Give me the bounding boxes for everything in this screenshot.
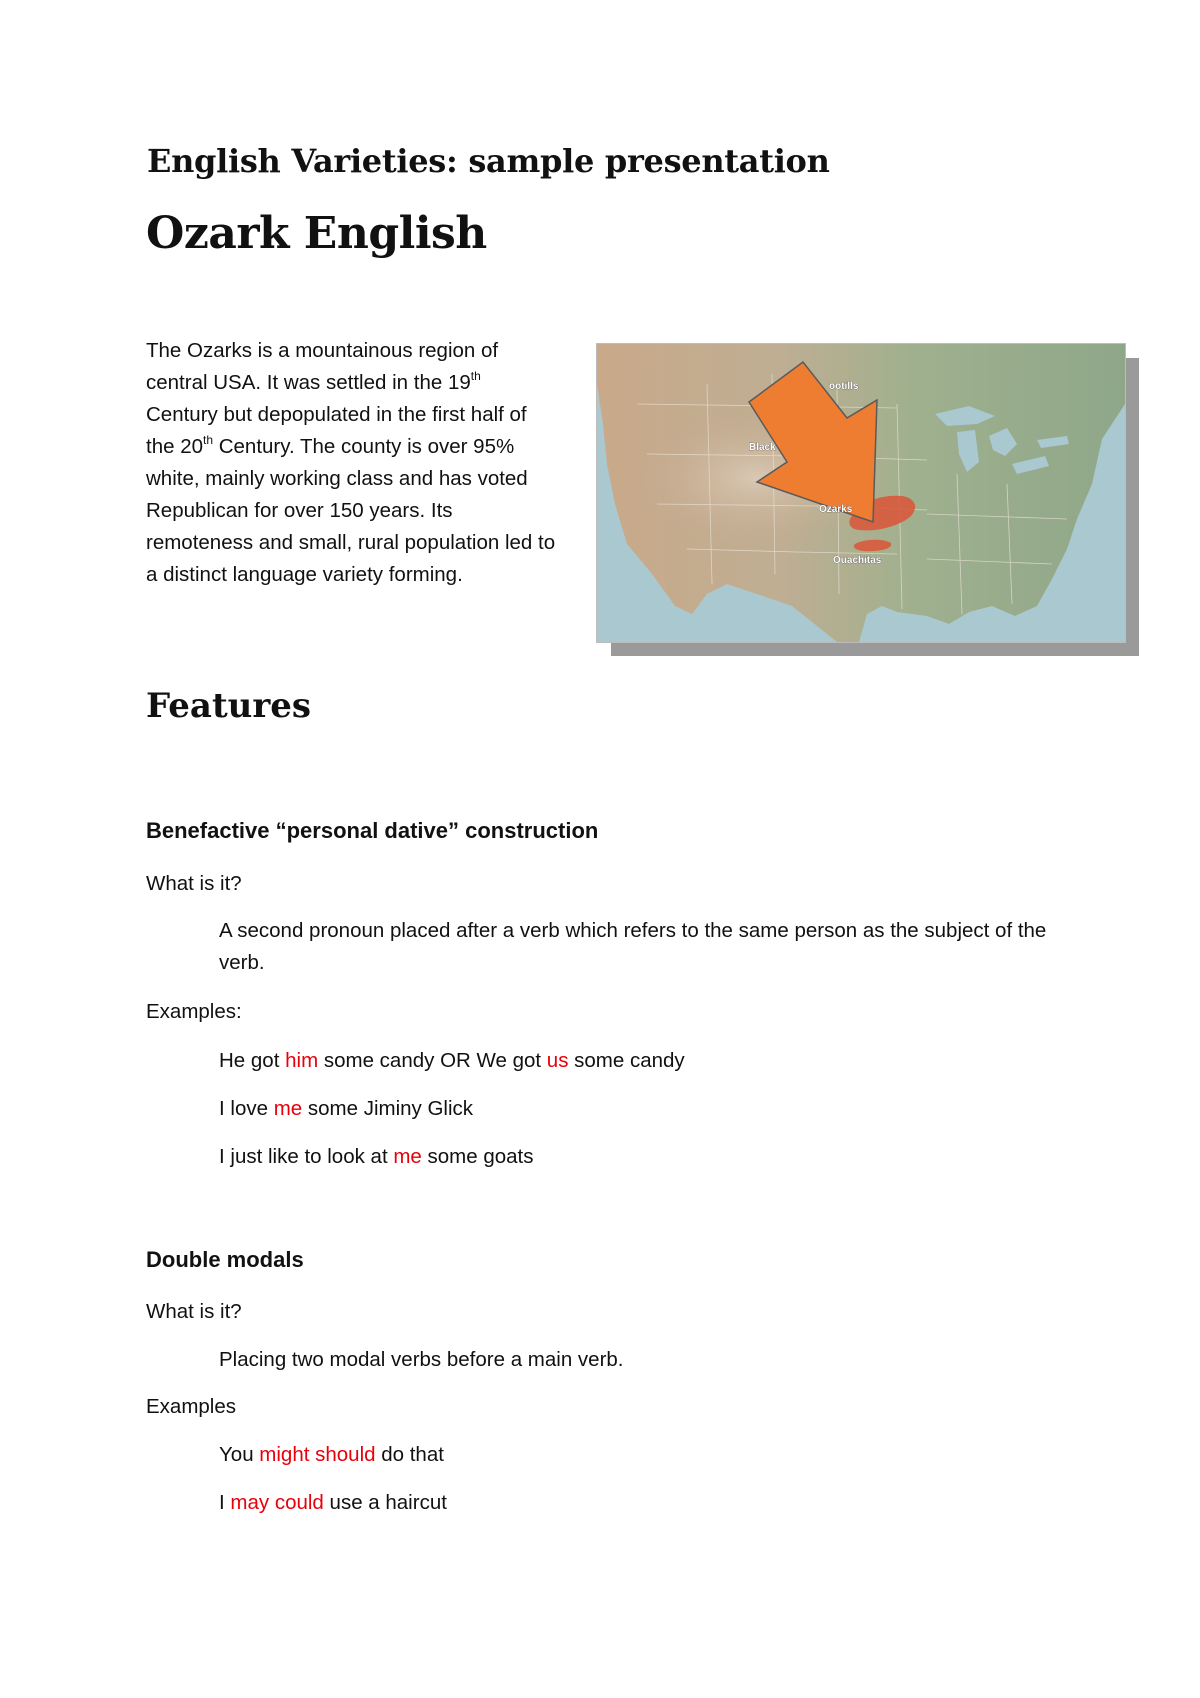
definition-text: A second pronoun placed after a verb which refers to the same person as the subject of the verb. (219, 919, 1047, 974)
example-text: some candy OR We got (318, 1049, 547, 1072)
examples-label: Examples: (146, 1000, 242, 1023)
example-highlight: us (546, 1049, 569, 1072)
example-highlight: me (273, 1097, 303, 1120)
example-line (219, 1439, 444, 1471)
example-text: do that (375, 1443, 444, 1466)
intro-text-3: Century. The county is over 95% white, mainly working class and has voted Republican for over 150 years. Its remoteness and small, rural population led to a distinct language variety forming. (146, 435, 556, 586)
example-text: He got (219, 1049, 286, 1072)
map-label-ozarks: Ozarks (819, 504, 853, 515)
example-text: I just like to look at (219, 1145, 394, 1168)
map-label-north: ootills (829, 381, 859, 392)
example-line (219, 1141, 534, 1173)
intro-paragraph (146, 335, 558, 591)
features-heading: Features (146, 686, 312, 726)
example-text: You (219, 1443, 260, 1466)
example-highlight: may could (230, 1491, 324, 1514)
intro-text-1: The Ozarks is a mountainous region of central USA. It was settled in the 19 (146, 339, 499, 394)
what-is-it-label: What is it? (146, 1300, 242, 1323)
document-title: English Varieties: sample presentation (147, 142, 830, 180)
intro-text-2: Century but depopulated in the first half of the 20 (146, 403, 527, 458)
example-line (219, 1487, 447, 1519)
example-text: some candy (568, 1049, 685, 1072)
example-text: I love (219, 1097, 274, 1120)
intro-superscript-2: th (203, 433, 214, 447)
map-label-ouachitas: Ouachitas (833, 555, 882, 566)
example-highlight: might should (259, 1443, 376, 1466)
what-is-it-label: What is it? (146, 872, 242, 895)
document-subtitle: Ozark English (146, 208, 487, 259)
examples-label: Examples (146, 1395, 237, 1418)
section-heading-personal-dative: Benefactive “personal dative” construction (146, 818, 599, 843)
section-heading-double-modals: Double modals (146, 1247, 304, 1272)
example-text: some goats (421, 1145, 534, 1168)
intro-superscript-1: th (470, 369, 481, 383)
us-map-image (596, 343, 1126, 643)
example-highlight: me (393, 1145, 422, 1168)
example-line (219, 1093, 473, 1125)
example-line (219, 1045, 685, 1077)
map-label-black: Black (749, 442, 776, 453)
example-highlight: him (285, 1049, 319, 1072)
definition-text: Placing two modal verbs before a main verb. (219, 1348, 624, 1371)
example-text: I (219, 1491, 231, 1514)
example-text: use a haircut (323, 1491, 447, 1514)
example-text: some Jiminy Glick (302, 1097, 474, 1120)
